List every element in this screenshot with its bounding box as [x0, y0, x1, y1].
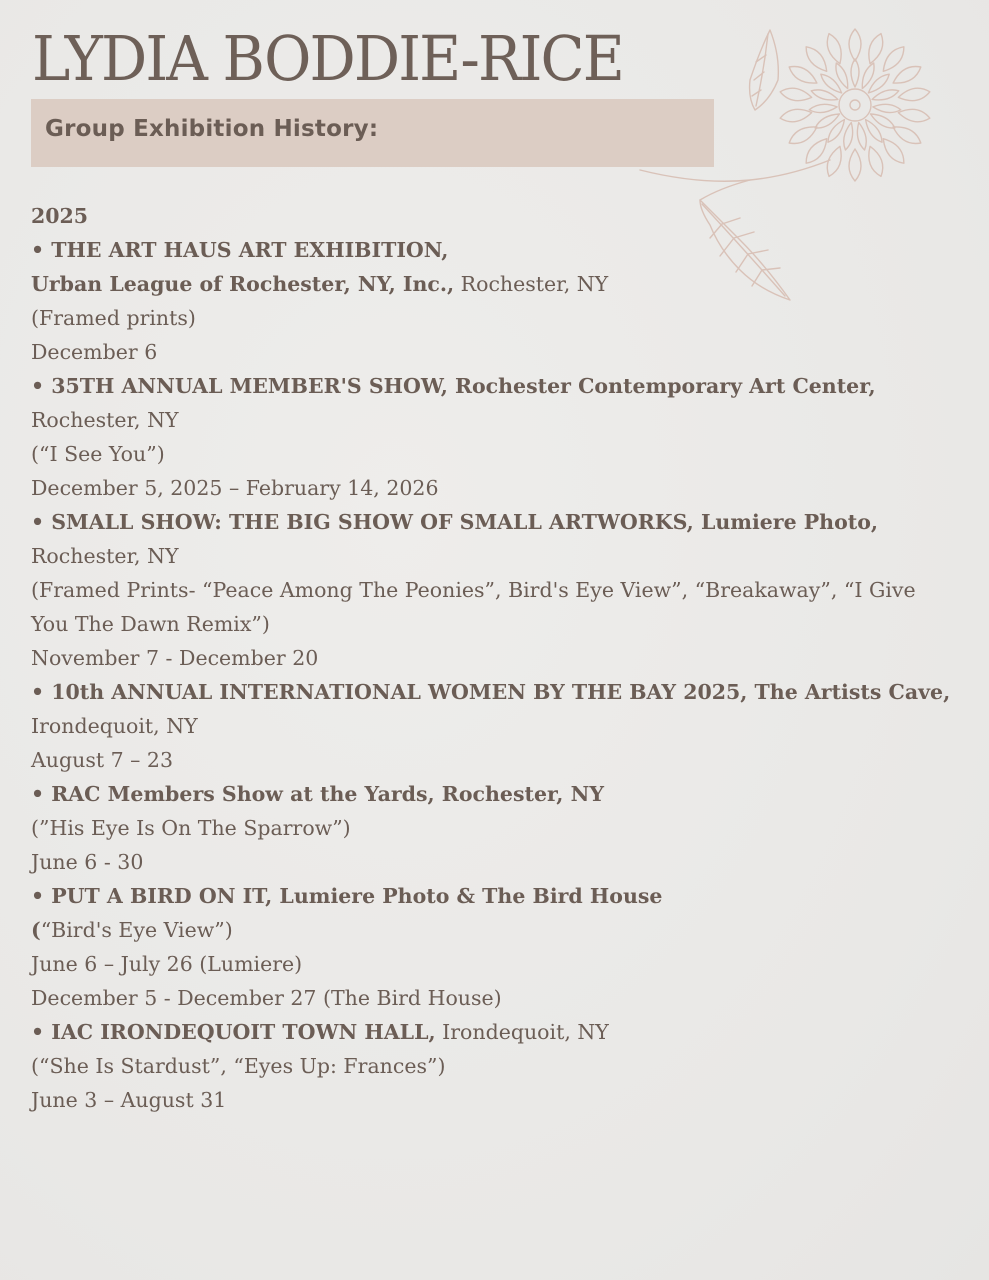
exhibition-title: • 35TH ANNUAL MEMBER'S SHOW, Rochester Contemporary Art Center,	[31, 374, 876, 398]
exhibition-title: • RAC Members Show at the Yards, Rochester, NY	[31, 782, 604, 806]
exhibition-title: • THE ART HAUS ART EXHIBITION,	[31, 238, 449, 262]
year-heading: 2025	[31, 204, 89, 228]
venue-name: Urban League of Rochester, NY, Inc.,	[31, 272, 455, 296]
works-text: “Bird's Eye View”)	[40, 918, 233, 942]
exhibition-dates-second-venue: December 5 - December 27 (The Bird House)	[31, 986, 502, 1010]
exhibition-works: (”His Eye Is On The Sparrow”)	[31, 816, 351, 840]
exhibition-dates: June 6 – July 26 (Lumiere)	[31, 952, 303, 976]
exhibition-dates: June 6 - 30	[31, 850, 144, 874]
exhibition-works: (“She Is Stardust”, “Eyes Up: Frances”)	[31, 1054, 446, 1078]
exhibition-dates: August 7 – 23	[31, 748, 174, 772]
exhibition-location: Irondequoit, NY	[435, 1020, 609, 1044]
artist-name: LYDIA BODDIE-RICE	[32, 22, 624, 95]
exhibition-location: Rochester, NY	[31, 544, 179, 568]
exhibition-works	[31, 913, 931, 947]
exhibition-title	[31, 1015, 931, 1049]
works-open-paren: (	[31, 918, 41, 942]
venue-location: Rochester, NY	[454, 272, 609, 296]
exhibition-works: (“I See You”)	[31, 442, 165, 466]
exhibition-dates: November 7 - December 20	[31, 646, 319, 670]
exhibition-works: (Framed prints)	[31, 306, 196, 330]
exhibition-works-continued: You The Dawn Remix”)	[31, 612, 270, 636]
exhibition-dates: June 3 – August 31	[31, 1088, 227, 1112]
exhibition-title: • PUT A BIRD ON IT, Lumiere Photo & The Bird House	[31, 884, 663, 908]
exhibition-dates: December 6	[31, 340, 158, 364]
exhibition-location: Rochester, NY	[31, 408, 179, 432]
section-header-bar	[31, 99, 714, 167]
exhibition-title-bold: • IAC IRONDEQUOIT TOWN HALL,	[31, 1020, 436, 1044]
exhibition-title: • SMALL SHOW: THE BIG SHOW OF SMALL ARTWORKS, Lumiere Photo,	[31, 510, 879, 534]
exhibition-dates: December 5, 2025 – February 14, 2026	[31, 476, 439, 500]
exhibition-venue	[31, 267, 931, 301]
exhibition-list	[31, 199, 951, 1117]
exhibition-location: Irondequoit, NY	[31, 714, 198, 738]
exhibition-works: (Framed Prints- “Peace Among The Peonies”, Bird's Eye View”, “Breakaway”, “I Give	[31, 578, 916, 602]
exhibition-title: • 10th ANNUAL INTERNATIONAL WOMEN BY THE BAY 2025, The Artists Cave,	[31, 680, 951, 704]
section-title: Group Exhibition History:	[45, 116, 379, 142]
